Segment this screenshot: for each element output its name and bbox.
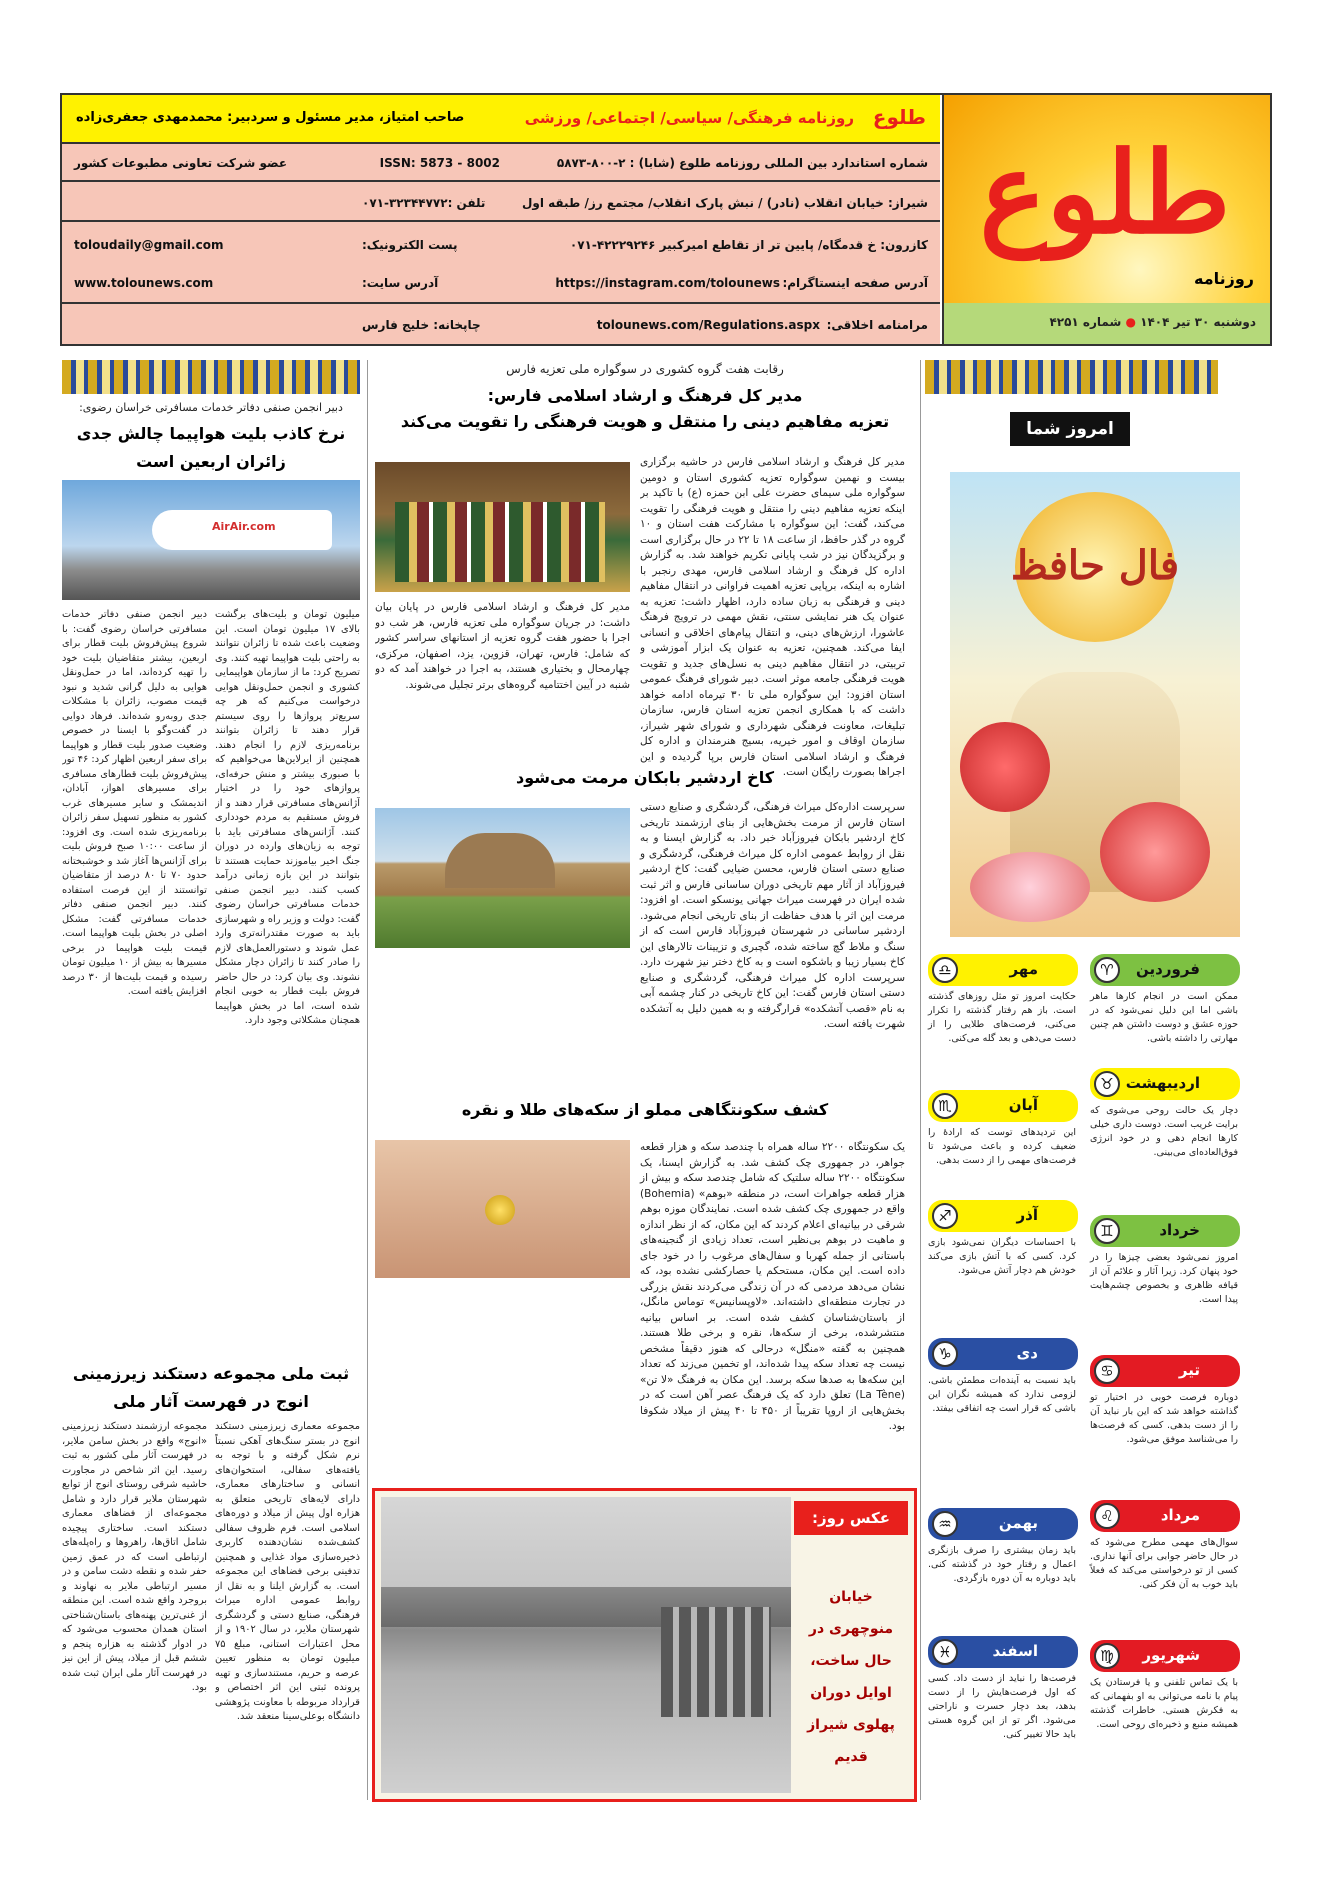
masthead-logo: طلوع xyxy=(979,128,1231,259)
libra-icon: ♎ xyxy=(932,957,958,983)
anuj-body-2: مجموعه ارزشمند دستکند زیرزمینی «انوج» واقع در بخش سامن ملایر، در فهرست آثار ملی کشور به ثبت رسید. این اثر شاخص در مجاورت حاشیه شرقی روستای انوج از توابع شهرستان ملایر قرار دارد و شامل مجموعه‌ای از فضاهای معماری دستکند است. ساختاری پیچیده شامل اتاق‌ها، راهروها و راه‌پله‌های ارتباطی است که در عمق زمین حفر شده و نقطه دشت سامن و در مسیر ارتباطی ملایر به نهاوند و بروجرد واقع شده است. این منطقه از غنی‌ترین پهنه‌های باستان‌شناختی استان همدان محسوب می‌شود که در ادوار گذشته به هزاره پنجم و ششم قبل از میلاد، پیش از این نیز در فهرست آثار ملی ایران ثبت شده بود. xyxy=(62,1421,207,1693)
title-row xyxy=(62,95,940,144)
ethics-row: مرامنامه اخلاقی: tolounews.com/Regulations.aspx چاپخانه: خلیج فارس xyxy=(362,318,928,332)
tazieh-kicker: رقابت هفت گروه کشوری در سوگواره ملی تعزیه فارس xyxy=(506,362,784,376)
zodiac-aban: ♏ آبان xyxy=(928,1090,1078,1122)
old-shiraz-photo xyxy=(381,1497,791,1793)
zodiac-dey: ♑ دی xyxy=(928,1338,1078,1370)
photo-of-day-caption: خیابان منوچهری در حال ساخت، اوایل دوران پهلوی شیراز قدیم xyxy=(807,1589,895,1765)
zodiac-farvardin: ♈ فروردین xyxy=(1090,954,1240,986)
cancer-icon: ♋ xyxy=(1094,1358,1120,1384)
zodiac-ordibehesht: ♉ اردیبهشت xyxy=(1090,1068,1240,1100)
zodiac-khordad: ♊ خرداد xyxy=(1090,1215,1240,1247)
sagittarius-icon: ♐ xyxy=(932,1203,958,1229)
kakh-headline: کاخ اردشیر بابکان مرمت می‌شود xyxy=(515,768,774,787)
zodiac-mordad: ♌ مرداد xyxy=(1090,1500,1240,1532)
tazieh-headline-2: تعزیه مفاهیم دینی را منتقل و هویت فرهنگی را تقویت می‌کند xyxy=(400,412,890,431)
zodiac-esfand: ♓ اسفند xyxy=(928,1636,1078,1668)
column-divider xyxy=(367,360,368,1800)
issue-number: شماره ۴۲۵۱ xyxy=(1049,315,1122,329)
masthead xyxy=(60,93,1272,346)
taurus-icon: ♉ xyxy=(1094,1071,1120,1097)
hafez-title: فال حافظ xyxy=(1010,542,1180,589)
photo-of-day-label: عکس روز: xyxy=(794,1501,908,1535)
zodiac-bahman: ♒ بهمن xyxy=(928,1508,1078,1540)
airfare-body: دبیر انجمن صنفی دفاتر خدمات مسافرتی خراسان رضوی گفت: با شروع پیش‌فروش بلیت قطار برای اربعین، بیشتر متقاضیان بلیت خود را تهیه کرده‌اند، اما در حمل‌ونقل هوایی به دلیل گرانی شدید و نبود قیمت مصوب، زائران با مشکلات جدی روبه‌رو شده‌اند. فرهاد دوایی در گفت‌وگو با ایسنا در خصوص وضعیت صدور بلیت قطار و هواپیما برای سفر اربعین اظهار کرد: ۴۶ تور پیش‌فروش بلیت قطارهای مسافری برای مسیرهای اهواز، آبادان، اندیمشک و سایر مسیرهای غرب کشور به منظور تسهیل سفر زائران برنامه‌ریزی شده است. وی افزود: از ساعت ۱۰:۰۰ صبح فروش بلیت برای آژانس‌ها آغاز شد و خوشبختانه حدود ۷۰ تا ۸۰ درصد از متقاضیان توانستند از این فرصت استفاده کنند. دبیر انجمن صنفی دفاتر خدمات مسافرتی گفت: مشکل اصلی در بخش بلیت هواپیما است. قیمت بلیت هواپیما در برخی مسیرها به بیش از ۱۰ میلیون تومان رسیده و قیمت بلیت‌ها از ۳۰ درصد افزایش یافته است. xyxy=(62,609,207,997)
photo-of-day xyxy=(372,1488,917,1802)
airfare-photo xyxy=(62,480,360,600)
column-divider xyxy=(920,360,921,1800)
date-bar: دوشنبه ۳۰ تیر ۱۴۰۴ ● شماره ۴۲۵۱ xyxy=(944,303,1270,344)
tazieh-headline-1: مدیر کل فرهنگ و ارشاد اسلامی فارس: xyxy=(487,386,803,405)
site-link[interactable]: www.tolounews.com xyxy=(74,276,214,290)
logo-subtitle: روزنامه xyxy=(1194,269,1254,288)
anuj-headline: ثبت ملی مجموعه دستکند زیرزمینی انوج در فهرست آثار ملی xyxy=(72,1364,350,1411)
aries-icon: ♈ xyxy=(1094,957,1120,983)
scorpio-icon: ♏ xyxy=(932,1093,958,1119)
zodiac-shahrivar: ♍ شهریور xyxy=(1090,1640,1240,1672)
kakh-body: سرپرست اداره‌کل میراث فرهنگی، گردشگری و صنایع دستی استان فارس از مرمت بخش‌هایی از بنای ارزشمند تاریخی کاخ اردشیر بابکان فیروزآباد خبر داد. به گزارش ایسنا و به نقل از روابط عمومی اداره کل میراث فرهنگی، گردشگری و صنایع دستی استان فارس، محسن ضیایی گفت: کاخ اردشیر فیروزآباد از آثار مهم تاریخی دوران ساسانی فارس و اثر ثبت شده ایران در فهرست میراث جهانی یونسکو است. او افزود: مرمت این اثر با هدف حفاظت از بنای تاریخی انجام می‌شود. اردشیر ساسانی در شهرستان فیروزآباد فارس است که از سنگ و ملاط گچ ساخته شده، گچبری و تزیینات تالارهای این کاخ بسیار زیبا و باشکوه است و به کاخ دختر نیز شهرت دارد. سرپرست اداره کل میراث فرهنگی، گردشگری و صنایع دستی استان فارس گفت: این کاخ تاریخی در کنار چشمه آبی به نام «قصب آتشکده» قرارگرفته و به همین دلیل به آتشکده شهرت یافته است. xyxy=(640,801,905,1030)
leo-icon: ♌ xyxy=(1094,1503,1120,1529)
virgo-icon: ♍ xyxy=(1094,1643,1120,1669)
gemini-icon: ♊ xyxy=(1094,1218,1120,1244)
hafez-banner xyxy=(950,472,1240,937)
airline-label: AirAir.com xyxy=(212,520,276,533)
ethics-link[interactable]: tolounews.com/Regulations.aspx xyxy=(596,318,820,332)
ornament-band-left xyxy=(62,360,360,394)
tazieh-body-2: مدیر کل فرهنگ و ارشاد اسلامی فارس در پایان بیان داشت: در جریان سوگواره ملی تعزیه فارس، هر شب دو اجرا با حضور هفت گروه تعزیه از استانهای سراسر کشور که شامل: فارس، تهران، قزوین، یزد، اصفهان، مرکزی، چهارمحال و بختیاری هستند، به اجرا در خواهند آمد که دو شنبه در آیین اختتامیه گروه‌های برتر تجلیل می‌شوند. xyxy=(375,601,630,691)
zodiac-tir: ♋ تیر xyxy=(1090,1355,1240,1387)
issn-row: شماره استاندارد بین المللی روزنامه طلوع (شابا) : ۲-۸۰۰-۵۸۷۳ ISSN: 5873 - 8002 عضو شرکت تعاونی مطبوعات کشور xyxy=(62,144,940,182)
aquarius-icon: ♒ xyxy=(932,1511,958,1537)
today-title: امروز شما xyxy=(1010,412,1130,446)
pisces-icon: ♓ xyxy=(932,1639,958,1665)
coins-headline: کشف سکونتگاهی مملو از سکه‌های طلا و نقره xyxy=(461,1100,829,1119)
logo-block xyxy=(942,95,1270,344)
airfare-headline: نرخ کاذب بلیت هواپیما چالش جدی زائران اربعین است xyxy=(76,424,346,471)
issue-date: دوشنبه ۳۰ تیر ۱۴۰۴ xyxy=(1140,315,1256,329)
paper-tagline: روزنامه فرهنگی/ سیاسی/ اجتماعی/ ورزشی xyxy=(524,109,854,127)
instagram-link[interactable]: https://instagram.com/tolounews xyxy=(555,276,780,290)
tazieh-body: مدیر کل فرهنگ و ارشاد اسلامی فارس در حاشیه برگزاری بیست و نهمین سوگواره تعزیه کشوری استان و دومین سوگواره ملی سیمای حضرت علی ابن حمزه (ع) با تاکید بر اینکه تعزیه مفاهیم دینی را منتقل و هویت فرهنگی را تقویت می‌کند، گفت: این سوگواره با مشارکت هفت استان و ۱۰ گروه در گذر حافظ، از ساعت ۱۸ تا ۲۲ در حال برگزاری است و برگزیدگان نیز در شب پایانی تکریم خواهند شد. به گزارش اداره کل فرهنگ و ارشاد اسلامی فارس، مهدی رنجبر با اشاره به اینکه، برپایی تعزیه اهمیت فراوانی در انتقال مفاهیم دینی و فرهنگی به زبان ساده دارد، اظهار داشت: تعزیه به عنوان یک هنر نمایشی سنتی، نقش مهمی در ترویج فرهنگ عاشورا، ارزش‌های دینی، و انتقال پیام‌های اخلاقی و انسانی ایفا می‌کند. همچنین، تعزیه به عنوان یک ابزار آموزشی و تربیتی، در انتقال مفاهیم دینی به نسل‌های جدید و تقویت هویت فرهنگی جامعه موثر است. دبیر شورای فرهنگ عمومی استان افزود: این سوگواره ملی تا ۳۰ تیرماه ادامه خواهد داشت که با همکاری انجمن تعزیه استان فارس، سازمان تبلیغات، معاونت فرهنگی شهرداری و شورای شهر شیراز، سازمان اوقاف و امور خیریه، بسیج هنرمندان و اداره کل فرهنگ و ارشاد اسلامی استان فارس برپا گردیده و این اجراها بصورت رایگان است. xyxy=(640,456,905,778)
owner-line: صاحب امتیاز، مدیر مسئول و سردبیر: محمدمهدی جعفری‌زاده xyxy=(76,110,465,125)
paper-name: طلوع xyxy=(872,105,926,129)
zodiac-mehr: ♎ مهر xyxy=(928,954,1078,986)
capricorn-icon: ♑ xyxy=(932,1341,958,1367)
kazerun-row: کازرون: خ قدمگاه/ پایین تر از تقاطع امیرکبیر ۴۲۲۲۹۲۴۶-۰۷۱ پست الکترونیک: toloudaily@gmail.com آدرس صفحه اینستاگرام: https://instagram.com/tolounews آدرس سایت: www.tolounews.com xyxy=(62,224,940,304)
coins-body: یک سکونتگاه ۲۲۰۰ ساله همراه با چندصد سکه و هزار قطعه جواهر، در جمهوری چک کشف شد. به گزارش ایسنا، یک سکونتگاه ۲۲۰۰ ساله سلتیک که شامل چندصد سکه و بیش از هزار قطعه جواهرات است، در منطقه «بوهم» (Bohemia) واقع در جمهوری چک کشف شده است. نمایندگان موزه بوهم شرقی در بیانیه‌ای اعلام کردند که این مکان، که از نظر اندازه و ماهیت در بوهم بی‌نظیر است، تعداد زیادی از گنجینه‌های باستانی از جمله کهربا و سفال‌های مرغوب را در خود جای داده است. این مکان، مستحکم یا حصارکشی نشده بود، که نشان می‌دهد مردمی که در آن زندگی می‌کردند نقش بزرگی در تجارت منطقه‌ای داشته‌اند. «لاوپسانیس» توماس مانگل، از باستان‌شناسان کشف شده است. بر اساس بیانیه منتشرشده، برخی از سکه‌ها، نقره و برخی طلا هستند. همچنین به گفته «منگل» درحالی که هنوز دقیقاً مشخص نیست چه تعداد سکه پیدا شده‌اند، او تخمین می‌زند که تعداد این سکه‌ها به صدها سکه برسد. این مکان به فرهنگ «لا تن» (La Tène) تعلق دارد که یک فرهنگ عصر آهن است که در بخش‌هایی از اروپا تقریباً از ۴۵۰ تا ۴۰ پیش از میلاد شکوفا بود. xyxy=(640,1141,905,1432)
email-link[interactable]: toloudaily@gmail.com xyxy=(74,238,224,252)
airfare-body-2: میلیون تومان و بلیت‌های برگشت بالای ۱۷ میلیون تومان است. این وضعیت باعث شده تا زائران نتوانند به راحتی بلیت هواپیما تهیه کنند. وی تصریح کرد: ما از سازمان هواپیمایی کشوری و انجمن حمل‌ونقل هوایی درخواست می‌کنیم که هر چه سریع‌تر پروازها را روی سیستم قرار دهند تا زائران بتوانند برنامه‌ریزی لازم را انجام دهند. همچنین از ایرلاین‌ها می‌خواهیم که با صبوری بیشتر و منش حرفه‌ای، پروازهای خود را در اختیار آژانس‌های مسافرتی قرار دهند و از فروش مستقیم به مردم خودداری کنند. آژانس‌های مسافرتی باید با توجه به زیان‌های وارده در دوران جنگ اخیر بیاموزند حمایت هستند تا بتوانند در این بازه زمانی درآمد کسب کنند. دبیر انجمن صنفی خدمات مسافرتی خراسان رضوی گفت: دولت و وزیر راه و شهرسازی باید به صورت مقتدرانه‌تری وارد عمل شوند و دستورالعمل‌های لازم را صادر کنند تا زائران دچار مشکل نشوند. وی بیان کرد: در حال حاضر فروش بلیت قطار به خوبی انجام شده است، اما در بخش هواپیما همچنان مشکلاتی وجود دارد. xyxy=(215,609,360,1026)
ornament-band-right xyxy=(925,360,1218,394)
airfare-kicker: دبیر انجمن صنفی دفاتر خدمات مسافرتی خراسان رضوی: xyxy=(79,401,343,414)
zodiac-azar: ♐ آذر xyxy=(928,1200,1078,1232)
tazieh-photo xyxy=(375,462,630,592)
shiraz-row: شیراز: خیابان انقلاب (نادر) / نبش پارک انقلاب/ مجتمع رز/ طبقه اول تلفن :۳۲۳۴۴۷۷۲-۰۷۱ xyxy=(62,184,940,222)
anuj-body: مجموعه معماری زیرزمینی دستکند انوج در بستر سنگ‌های آهکی نسبتاً نرم شکل گرفته و با توجه به یافته‌های سفالی، استخوان‌های انسانی و ساختارهای معماری، دارای لایه‌های تاریخی متعلق به هزاره اول پیش از میلاد و دوره‌های اسلامی است. فرم ظروف سفالی کشف‌شده نشان‌دهنده کاربری ذخیره‌سازی مواد غذایی و همچنین تدفینی برخی فضاهای این مجموعه است. به گزارش ایلنا و به نقل از روابط عمومی اداره میراث فرهنگی، صنایع دستی و گردشگری شهرستان ملایر، در سال ۱۹۰۲ و از محل اعتبارات استانی، مبلغ ۷۵ میلیون تومان به منظور تعیین عرصه و حریم، مستندسازی و تهیه پرونده ثبتی این اثر اختصاص و قرارداد مربوطه با معاونت پژوهشی دانشگاه بوعلی‌سینا منعقد شد. xyxy=(215,1421,360,1722)
